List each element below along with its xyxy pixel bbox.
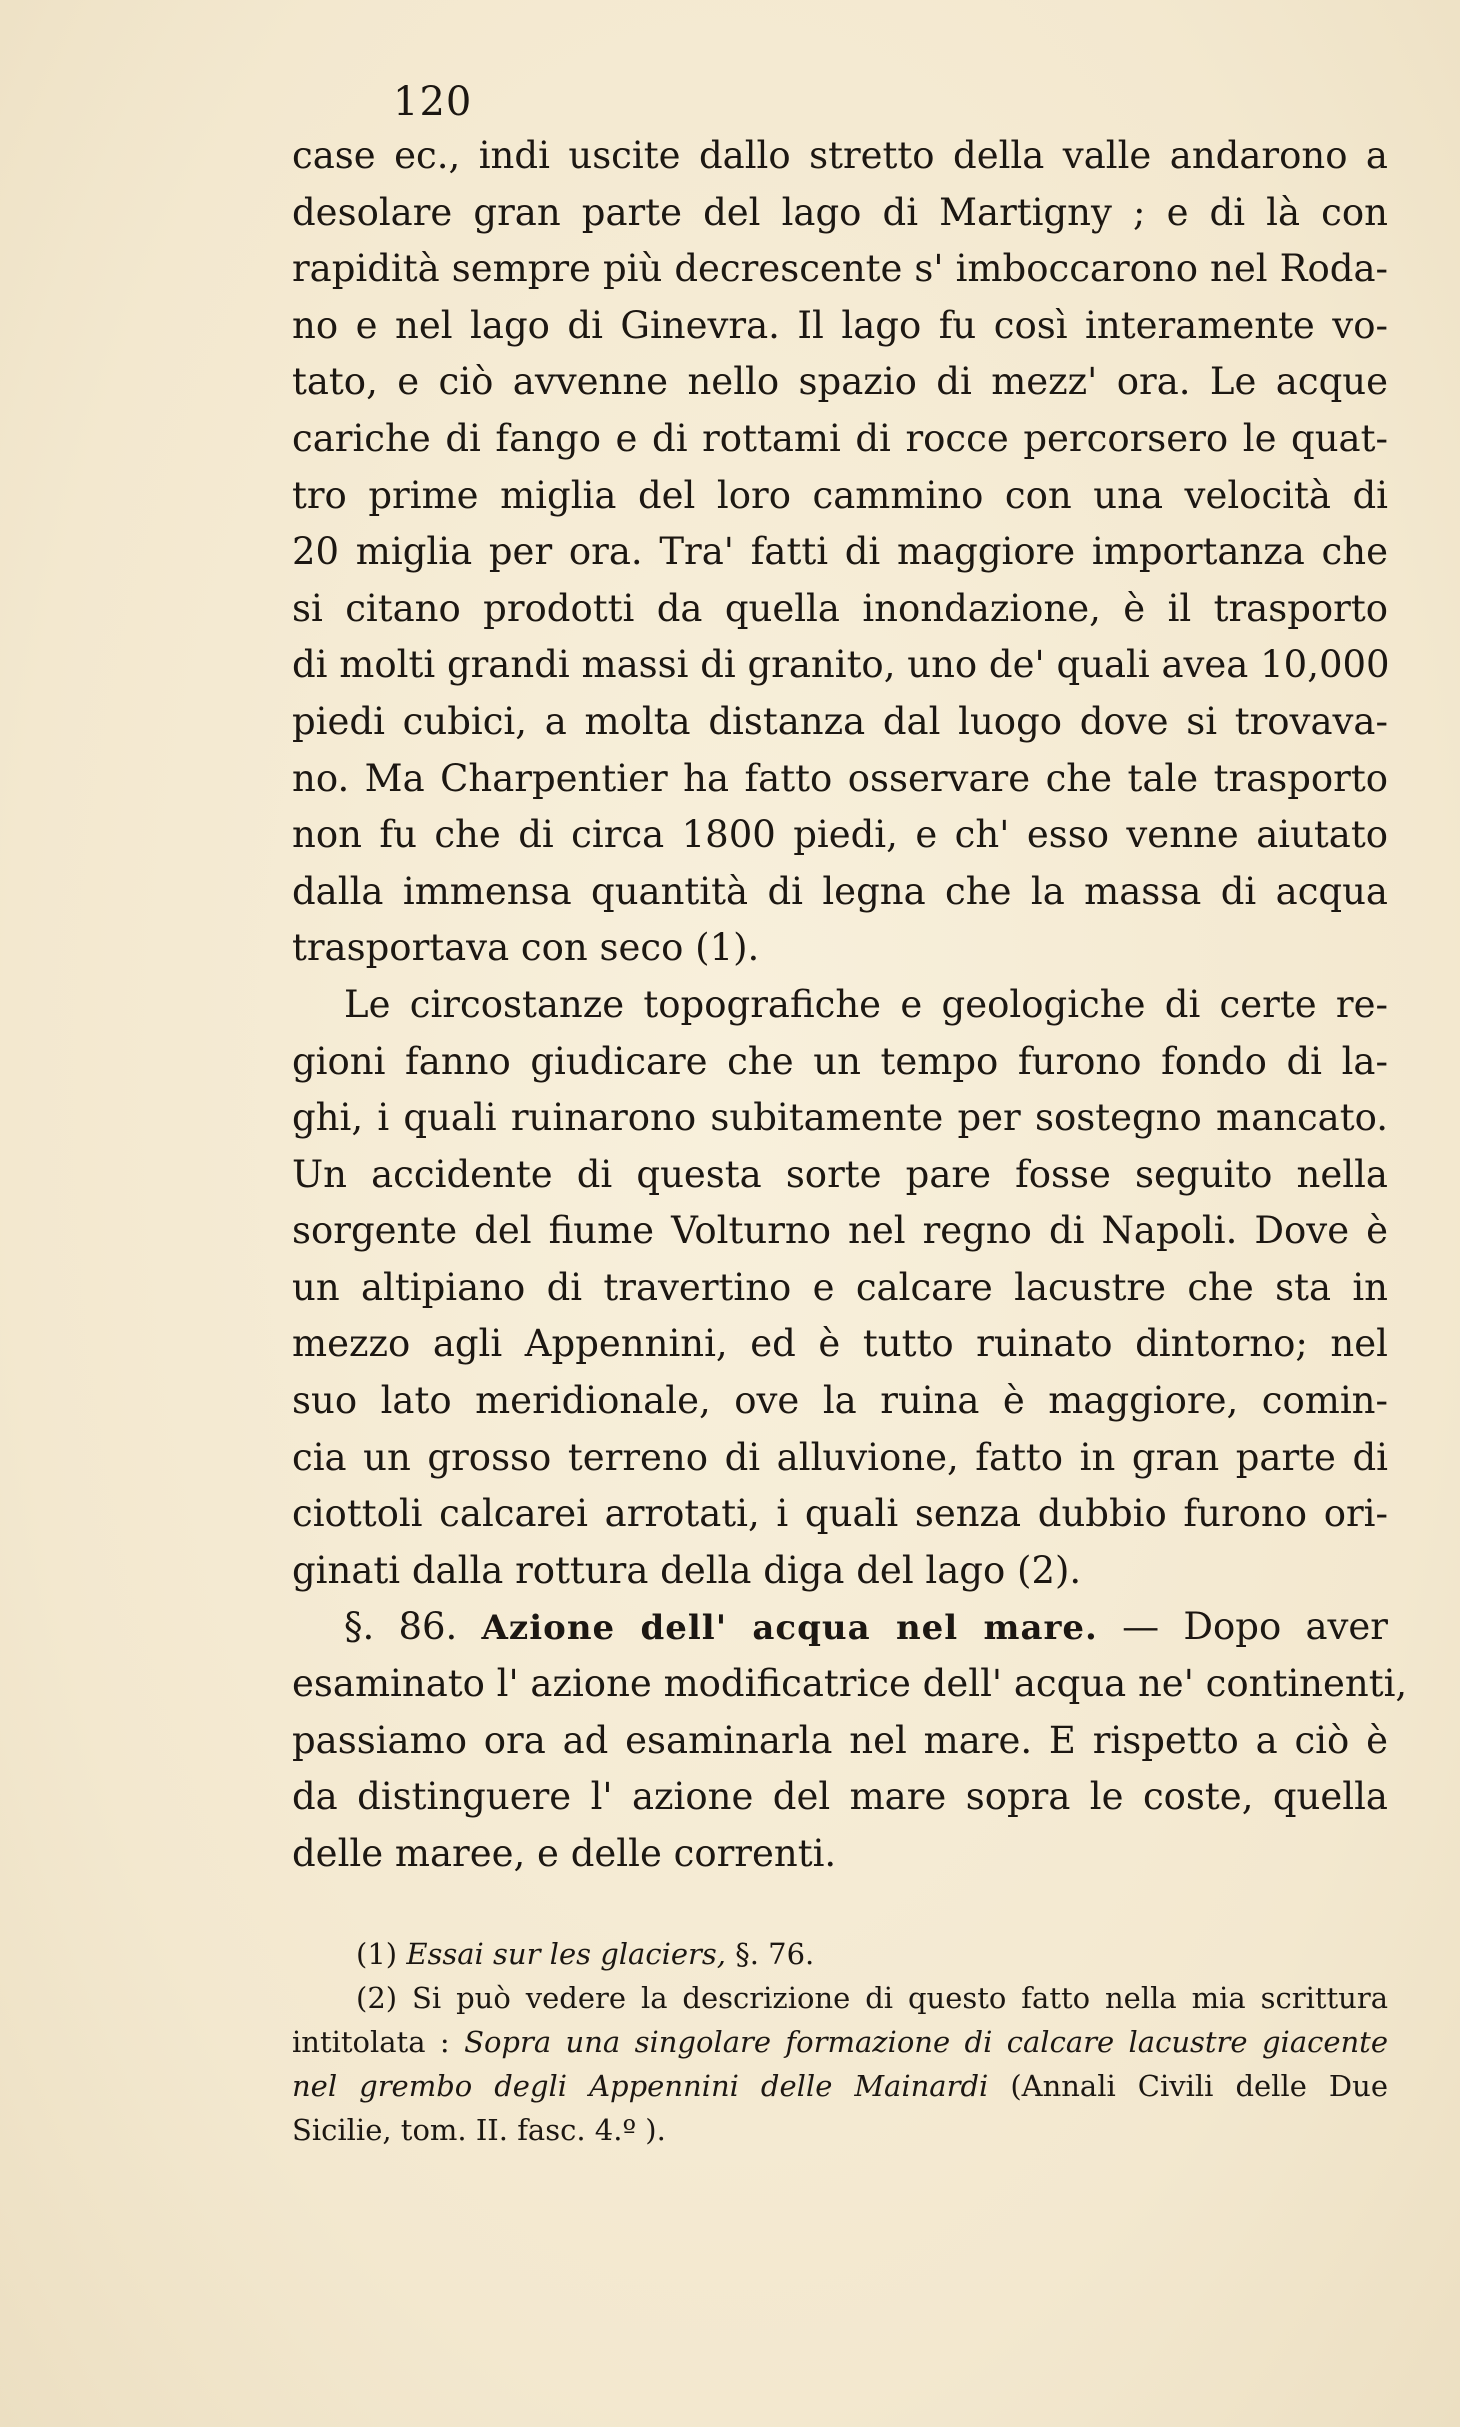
text-line: tro prime miglia del loro cammino con una velocità di: [292, 473, 1388, 517]
footnotes: [292, 1932, 1388, 2152]
text-line: passiamo ora ad esaminarla nel mare. E rispetto a ciò è: [292, 1718, 1388, 1762]
footnote-title: Essai sur les glaciers,: [406, 1937, 726, 1971]
footnote-2-line-3: [292, 2064, 1388, 2108]
text-line: cariche di fango e di rottami di rocce percorsero le quat-: [292, 416, 1388, 460]
footnote-marker: (2): [356, 1981, 398, 2015]
text-line: case ec., indi uscite dallo stretto della valle andarono a: [292, 134, 1388, 177]
text-line: sorgente del fiume Volturno nel regno di Napoli. Dove è: [292, 1209, 1388, 1253]
text-line: si citano prodotti da quella inondazione, è il trasporto: [292, 586, 1388, 630]
text-line: cia un grosso terreno di alluvione, fatto in gran parte di: [292, 1435, 1388, 1479]
section-heading: Azione dell' acqua nel mare.: [481, 1608, 1098, 1649]
text-line: no. Ma Charpentier ha fatto osservare che tale trasporto: [292, 756, 1388, 800]
text-line: da distinguere l' azione del mare sopra le coste, quella: [292, 1775, 1388, 1819]
text-line: gioni fanno giudicare che un tempo furono fondo di la-: [292, 1039, 1388, 1083]
text-line: delle maree, e delle correnti.: [292, 1831, 837, 1875]
text-line: dalla immensa quantità di legna che la massa di acqua: [292, 869, 1388, 913]
footnote-1: [292, 1932, 1388, 1976]
text-line: desolare gran parte del lago di Martigny ; e di là con: [292, 190, 1388, 234]
text-line: piedi cubici, a molta distanza dal luogo dove si trovava-: [292, 699, 1388, 743]
footnote-text: intitolata :: [292, 2025, 450, 2059]
section-first-line: [292, 1599, 1388, 1656]
footnote-marker: (1): [356, 1937, 398, 1971]
text-line: trasportava con seco (1).: [292, 926, 760, 970]
section-number: §. 86.: [344, 1605, 458, 1649]
body-text: [292, 128, 1408, 1882]
text-line: di molti grandi massi di granito, uno de' quali avea 10,000: [292, 643, 1390, 687]
section-first-line-text: Dopo aver: [1183, 1605, 1388, 1649]
footnote-2-line-1: [292, 1976, 1388, 2020]
footnote-title: Sopra una singolare formazione di calcare lacustre giacente: [464, 2025, 1388, 2059]
footnote-2-line-2: [292, 2020, 1388, 2064]
text-line: ciottoli calcarei arrotati, i quali senza dubbio furono ori-: [292, 1492, 1388, 1536]
text-line: no e nel lago di Ginevra. Il lago fu così interamente vo-: [292, 303, 1388, 347]
text-line: non fu che di circa 1800 piedi, e ch' esso venne aiutato: [292, 813, 1388, 857]
footnote-title: nel grembo degli Appennini delle Mainardi: [292, 2069, 989, 2103]
section-dash: —: [1097, 1605, 1184, 1649]
text-line: rapidità sempre più decrescente s' imboccarono nel Roda-: [292, 247, 1388, 291]
text-line: ginati dalla rottura della diga del lago (2).: [292, 1548, 1082, 1592]
footnote-text: Si può vedere la descrizione di questo fatto nella mia scrittura: [412, 1981, 1389, 2015]
footnote-text: §. 76.: [735, 1937, 815, 1971]
text-line: mezzo agli Appennini, ed è tutto ruinato dintorno; nel: [292, 1322, 1388, 1366]
text-line: suo lato meridionale, ove la ruina è maggiore, comin-: [292, 1379, 1388, 1423]
text-line: un altipiano di travertino e calcare lacustre che sta in: [292, 1265, 1388, 1309]
text-line: Un accidente di questa sorte pare fosse seguito nella: [292, 1152, 1388, 1196]
text-line: Le circostanze topografiche e geologiche di certe re-: [344, 982, 1388, 1026]
text-line: esaminato l' azione modificatrice dell' acqua ne' continenti,: [292, 1662, 1408, 1706]
footnote-2-line-4: Sicilie, tom. II. fasc. 4.º ).: [292, 2113, 666, 2147]
text-line: tato, e ciò avvenne nello spazio di mezz' ora. Le acque: [292, 360, 1388, 404]
text-line: 20 miglia per ora. Tra' fatti di maggiore importanza che: [292, 530, 1388, 574]
text-line: ghi, i quali ruinarono subitamente per sostegno mancato.: [292, 1096, 1388, 1140]
page-number: 120: [393, 79, 473, 125]
footnote-text: (Annali Civili delle Due: [1010, 2069, 1388, 2103]
